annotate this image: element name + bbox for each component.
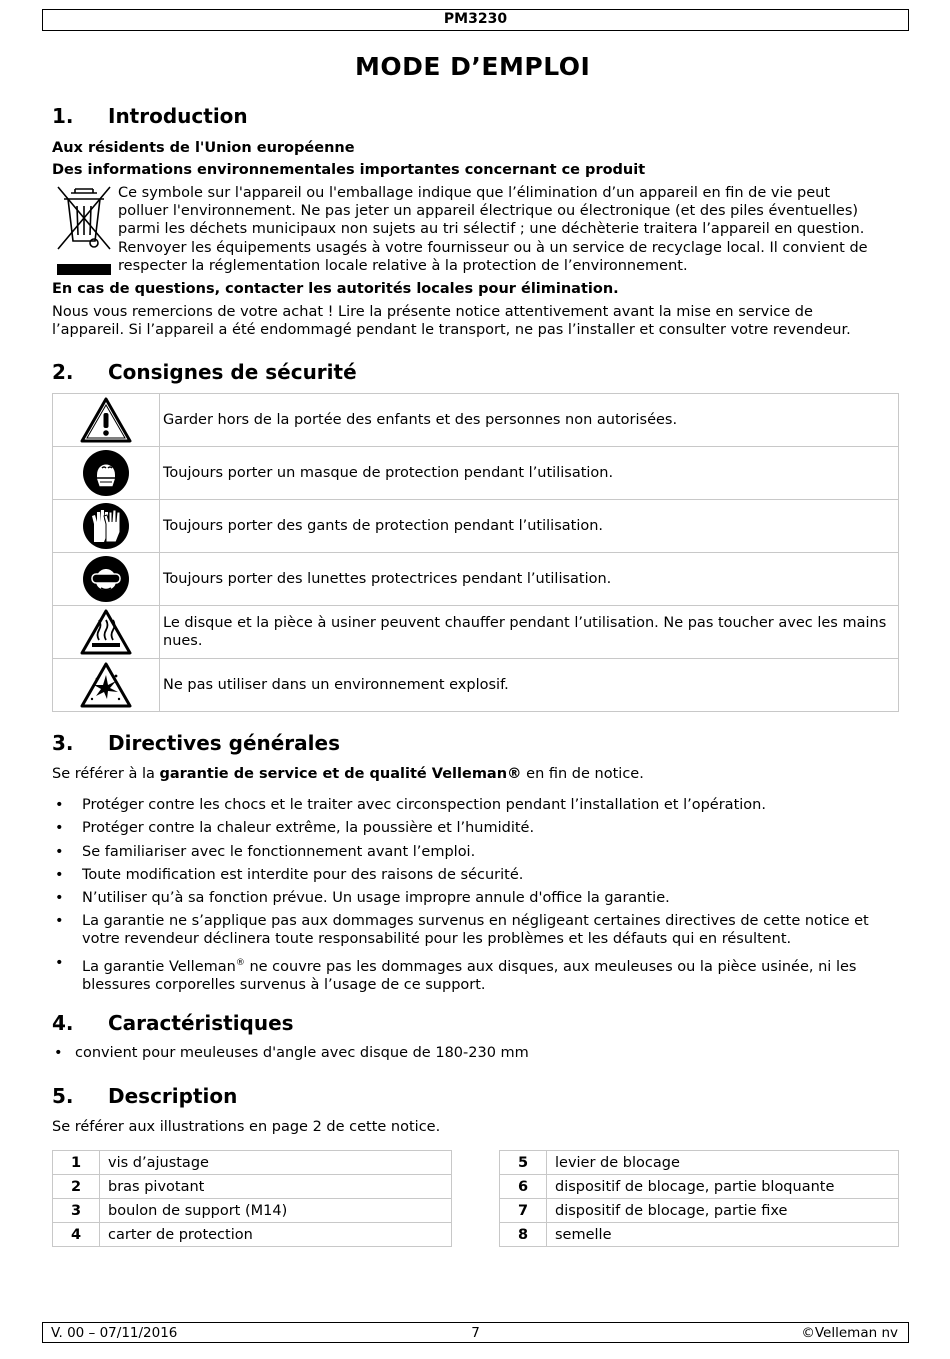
- gloves-icon: [82, 502, 130, 550]
- list-item: [52, 954, 902, 994]
- safety-icon-cell: [53, 500, 160, 553]
- table-row: [53, 447, 899, 500]
- safety-text: Toujours porter des gants de protection pendant l’utilisation.: [160, 500, 899, 553]
- part-label: dispositif de blocage, partie bloquante: [547, 1175, 899, 1199]
- table-row: [53, 1151, 452, 1175]
- list-item: • Se familiariser avec le fonctionnement avant l’emploi.: [52, 843, 902, 861]
- goggles-icon: [82, 555, 130, 603]
- table-row: [500, 1175, 899, 1199]
- section-number: 2.: [52, 360, 74, 384]
- section-heading-introduction: [52, 104, 248, 128]
- section-heading-features: [52, 1011, 294, 1035]
- part-number: 7: [500, 1199, 547, 1223]
- eu-residents-heading: Aux résidents de l'Union européenne: [52, 140, 355, 156]
- registered-mark: ®: [235, 957, 245, 968]
- list-item-text: La garantie Velleman: [82, 958, 236, 975]
- thanks-line: l’appareil. Si l’appareil a été endommagé pendant le transport, ne pas l’installer et consulter votre revendeur.: [52, 322, 851, 338]
- table-row: [53, 1223, 452, 1247]
- safety-icon-cell: [53, 606, 160, 659]
- version-date: V. 00 – 07/11/2016: [51, 1325, 178, 1341]
- part-label: boulon de support (M14): [100, 1199, 452, 1223]
- part-label: dispositif de blocage, partie fixe: [547, 1199, 899, 1223]
- part-label: levier de blocage: [547, 1151, 899, 1175]
- copyright: ©Velleman nv: [801, 1325, 898, 1341]
- table-row: [53, 659, 899, 712]
- warning-triangle-icon: [80, 396, 132, 444]
- warranty-text-pre: Se référer à la: [52, 766, 160, 782]
- part-number: 1: [53, 1151, 100, 1175]
- general-guidelines-list: [52, 796, 902, 999]
- part-number: 4: [53, 1223, 100, 1247]
- part-number: 5: [500, 1151, 547, 1175]
- weee-line: polluer l'environnement. Ne pas jeter un appareil électrique ou électronique (et des piles éventuelles): [118, 203, 859, 220]
- explosive-icon: [80, 661, 132, 709]
- hot-surface-icon: [80, 608, 132, 656]
- list-item: • N’utiliser qu’à sa fonction prévue. Un usage impropre annule d'office la garantie.: [52, 889, 902, 907]
- warranty-reference: [52, 765, 902, 783]
- section-number: 1.: [52, 104, 74, 128]
- page-number: 7: [471, 1325, 480, 1341]
- table-row: [53, 1199, 452, 1223]
- table-row: [53, 394, 899, 447]
- questions-notice: En cas de questions, contacter les autorités locales pour élimination.: [52, 281, 619, 297]
- weee-notice: [118, 184, 898, 275]
- page-footer: [42, 1322, 909, 1343]
- list-item-text: ne couvre pas les dommages aux disques, aux meuleuses ou la pièce usinée, ni les blessures corporelles survenus à l’usage de ce support.: [82, 958, 857, 993]
- table-row: [53, 1175, 452, 1199]
- safety-text: Le disque et la pièce à usiner peuvent chauffer pendant l’utilisation. Ne pas toucher avec les mains nues.: [160, 606, 899, 659]
- section-title: Introduction: [108, 104, 248, 128]
- part-label: vis d’ajustage: [100, 1151, 452, 1175]
- section-number: 4.: [52, 1011, 74, 1035]
- section-heading-safety: [52, 360, 357, 384]
- table-row: [500, 1151, 899, 1175]
- thanks-paragraph: [52, 303, 902, 339]
- section-number: 3.: [52, 731, 74, 755]
- list-item: • La garantie ne s’applique pas aux dommages survenus en négligeant certaines directives de cette notice et votre revendeur déclinera toute responsabilité pour les problèmes et les défauts qui en résultent.: [52, 912, 902, 948]
- table-row: [53, 500, 899, 553]
- feature-text: convient pour meuleuses d'angle avec disque de 180-230 mm: [75, 1045, 529, 1061]
- environment-heading: Des informations environnementales importantes concernant ce produit: [52, 162, 646, 178]
- section-number: 5.: [52, 1084, 74, 1108]
- section-title: Caractéristiques: [108, 1011, 294, 1035]
- section-title: Description: [108, 1084, 238, 1108]
- parts-table-right: [499, 1150, 899, 1247]
- weee-line: respecter la réglementation locale relative à la protection de l’environnement.: [118, 257, 688, 274]
- safety-text: Toujours porter un masque de protection pendant l’utilisation.: [160, 447, 899, 500]
- page-header: [42, 9, 909, 31]
- part-label: bras pivotant: [100, 1175, 452, 1199]
- table-row: [53, 553, 899, 606]
- table-row: [53, 606, 899, 659]
- feature-item: [52, 1045, 529, 1061]
- safety-icon-cell: [53, 394, 160, 447]
- parts-table-left: [52, 1150, 452, 1247]
- section-title: Directives générales: [108, 731, 340, 755]
- safety-table: [52, 393, 899, 712]
- part-number: 3: [53, 1199, 100, 1223]
- weee-line: Renvoyer les équipements usagés à votre fournisseur ou à un service de recyclage local. Il convient de: [118, 239, 868, 256]
- weee-line: parmi les déchets municipaux non sujets au tri sélectif ; une déchèterie traitera l’appareil en question.: [118, 221, 865, 238]
- table-row: [500, 1199, 899, 1223]
- warranty-text-post: en fin de notice.: [521, 766, 644, 782]
- safety-icon-cell: [53, 553, 160, 606]
- table-row: [500, 1223, 899, 1247]
- part-label: semelle: [547, 1223, 899, 1247]
- section-heading-general: [52, 731, 340, 755]
- thanks-line: Nous vous remercions de votre achat ! Lire la présente notice attentivement avant la mise en service de: [52, 304, 813, 320]
- model-number: PM3230: [443, 11, 508, 27]
- list-item: • Protéger contre la chaleur extrême, la poussière et l’humidité.: [52, 819, 902, 837]
- warranty-text-bold: garantie de service et de qualité Velleman®: [159, 766, 522, 782]
- safety-text: Ne pas utiliser dans un environnement explosif.: [160, 659, 899, 712]
- list-item: • Protéger contre les chocs et le traiter avec circonspection pendant l’installation et l’opération.: [52, 796, 902, 814]
- description-intro: Se référer aux illustrations en page 2 de cette notice.: [52, 1119, 441, 1135]
- mask-icon: [82, 449, 130, 497]
- safety-text: Garder hors de la portée des enfants et des personnes non autorisées.: [160, 394, 899, 447]
- weee-line: Ce symbole sur l'appareil ou l'emballage indique que l’élimination d’un appareil en fin de vie peut: [118, 185, 831, 201]
- part-label: carter de protection: [100, 1223, 452, 1247]
- document-title: MODE D’EMPLOI: [355, 52, 591, 81]
- part-number: 2: [53, 1175, 100, 1199]
- bullet-mark: •: [54, 1045, 63, 1061]
- part-number: 6: [500, 1175, 547, 1199]
- section-heading-description: [52, 1084, 237, 1108]
- list-item: • Toute modification est interdite pour des raisons de sécurité.: [52, 866, 902, 884]
- safety-icon-cell: [53, 447, 160, 500]
- crossed-bin-icon: [55, 183, 113, 276]
- safety-icon-cell: [53, 659, 160, 712]
- part-number: 8: [500, 1223, 547, 1247]
- safety-text: Toujours porter des lunettes protectrices pendant l’utilisation.: [160, 553, 899, 606]
- section-title: Consignes de sécurité: [108, 360, 357, 384]
